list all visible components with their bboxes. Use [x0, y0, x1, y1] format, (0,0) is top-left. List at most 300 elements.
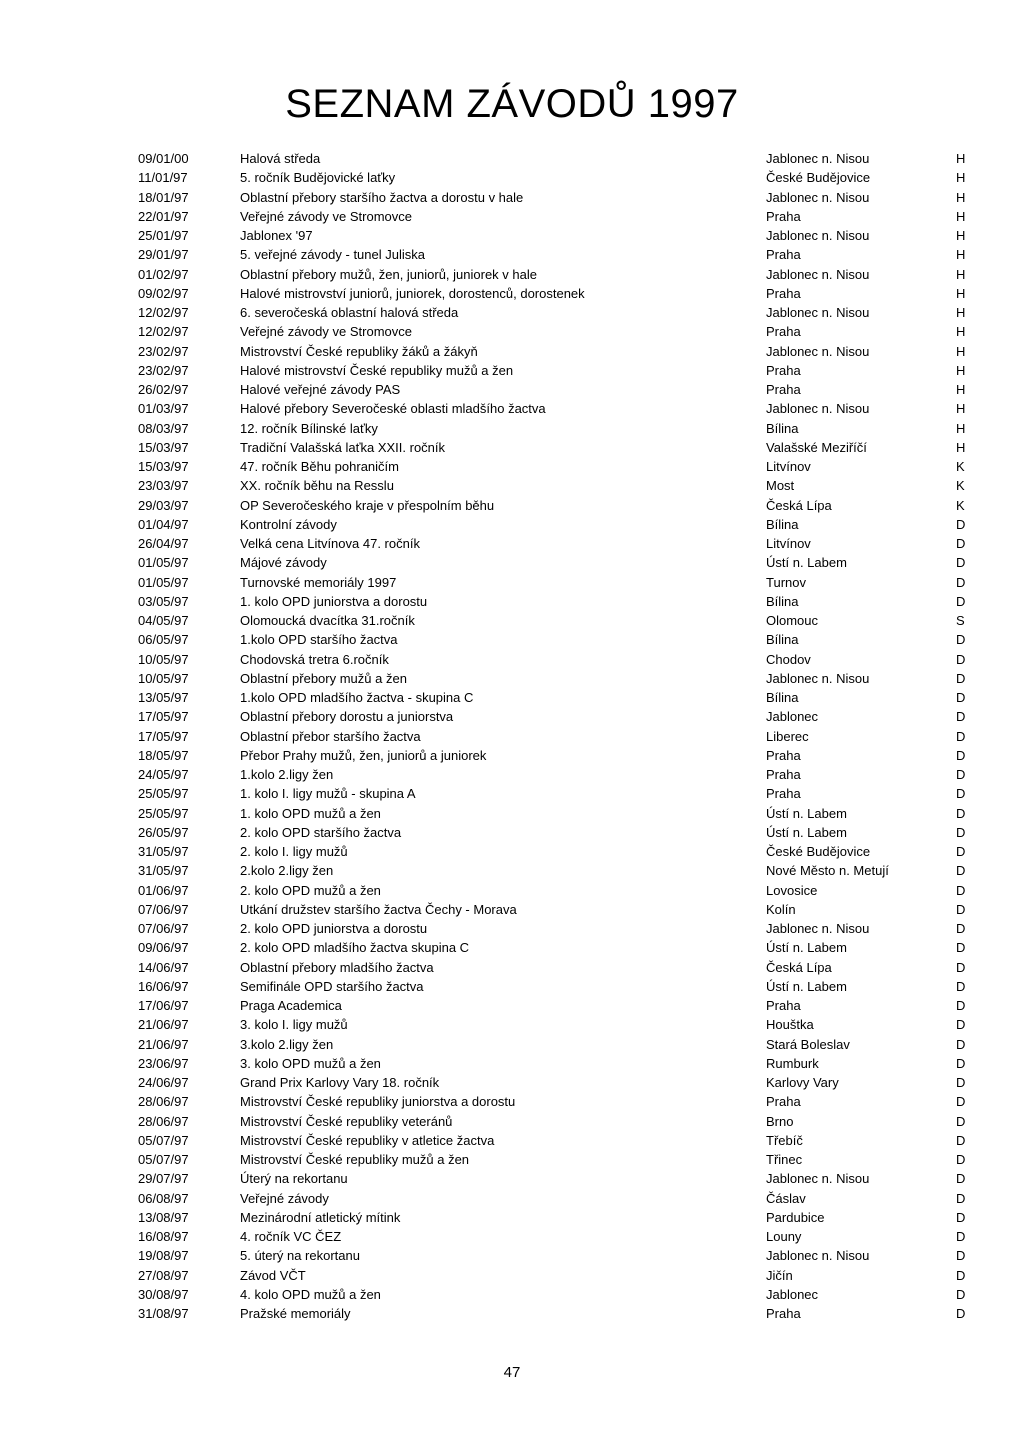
race-place: Praha [766, 247, 801, 263]
race-type: K [956, 478, 965, 494]
race-name: 2. kolo OPD staršího žactva [240, 824, 402, 840]
race-type: H [956, 266, 966, 282]
race-row [0, 419, 1024, 438]
race-type: K [956, 497, 965, 513]
race-date: 29/07/97 [138, 1171, 189, 1187]
race-type: D [956, 574, 966, 590]
race-place: Turnov [766, 574, 806, 590]
race-date: 16/06/97 [138, 978, 189, 994]
race-type: D [956, 670, 966, 686]
race-date: 05/07/97 [138, 1132, 189, 1148]
race-row [0, 1131, 1024, 1150]
race-type: D [956, 593, 966, 609]
race-date: 31/08/97 [138, 1306, 189, 1321]
race-name: Olomoucká dvacítka 31.ročník [240, 613, 415, 628]
race-date: 19/08/97 [138, 1248, 189, 1264]
race-type: D [956, 1152, 966, 1167]
race-name: 1.kolo OPD mladšího žactva - skupina C [240, 690, 474, 705]
race-date: 08/03/97 [138, 420, 189, 436]
race-place: Jablonec n. Nisou [766, 670, 870, 686]
race-place: Česká Lípa [766, 497, 832, 513]
race-place: Jablonec n. Nisou [766, 1171, 870, 1187]
race-row [0, 765, 1024, 784]
race-type: D [956, 632, 966, 648]
race-date: 06/05/97 [138, 632, 189, 648]
race-date: 17/06/97 [138, 998, 189, 1013]
race-row [0, 534, 1024, 553]
race-name: 5. veřejné závody - tunel Juliska [240, 247, 425, 263]
race-type: D [956, 1075, 966, 1090]
race-date: 15/03/97 [138, 459, 189, 474]
race-place: Jablonec n. Nisou [766, 921, 870, 936]
race-row [0, 1285, 1024, 1304]
race-type: D [956, 1036, 966, 1052]
race-date: 12/02/97 [138, 324, 189, 340]
race-name: 2.kolo 2.ligy žen [240, 863, 334, 879]
race-date: 23/03/97 [138, 478, 189, 494]
race-row [0, 804, 1024, 823]
race-place: Most [766, 478, 795, 494]
race-row [0, 611, 1024, 630]
race-date: 26/04/97 [138, 536, 189, 551]
race-name: Oblastní přebory mladšího žactva [240, 959, 434, 975]
race-name: 2. kolo I. ligy mužů [240, 844, 348, 859]
race-name: Oblastní přebor staršího žactva [240, 728, 421, 744]
race-place: Jablonec n. Nisou [766, 266, 870, 282]
race-row [0, 1150, 1024, 1169]
race-date: 09/06/97 [138, 940, 189, 956]
race-name: 3.kolo 2.ligy žen [240, 1036, 334, 1052]
race-row [0, 727, 1024, 746]
race-date: 03/05/97 [138, 593, 189, 609]
race-place: Bílina [766, 690, 799, 705]
race-row [0, 573, 1024, 592]
race-place: Litvínov [766, 536, 811, 551]
race-type: D [956, 921, 966, 936]
race-date: 31/05/97 [138, 844, 189, 859]
race-type: D [956, 747, 966, 763]
race-type: H [956, 324, 966, 340]
race-name: Veřejné závody ve Stromovce [240, 324, 412, 340]
race-type: D [956, 709, 966, 725]
race-type: D [956, 728, 966, 744]
race-row [0, 1208, 1024, 1227]
race-date: 10/05/97 [138, 651, 189, 667]
race-type: H [956, 401, 966, 417]
race-row [0, 476, 1024, 495]
race-type: D [956, 1267, 966, 1283]
race-type: D [956, 786, 966, 802]
race-type: D [956, 805, 966, 821]
race-place: Kolín [766, 901, 796, 917]
race-date: 07/06/97 [138, 901, 189, 917]
race-row [0, 669, 1024, 688]
race-row [0, 553, 1024, 572]
race-row [0, 265, 1024, 284]
race-place: Pardubice [766, 1209, 825, 1225]
race-type: D [956, 940, 966, 956]
race-place: Louny [766, 1229, 802, 1244]
race-row [0, 1304, 1024, 1323]
race-date: 06/08/97 [138, 1190, 189, 1206]
race-name: Májové závody [240, 555, 327, 571]
race-date: 17/05/97 [138, 728, 189, 744]
race-date: 18/05/97 [138, 747, 189, 763]
race-place: Jablonec [766, 709, 819, 725]
race-row [0, 207, 1024, 226]
race-row [0, 784, 1024, 803]
race-date: 01/06/97 [138, 882, 189, 898]
race-name: Grand Prix Karlovy Vary 18. ročník [240, 1075, 440, 1090]
race-date: 31/05/97 [138, 863, 189, 879]
race-name: Halové přebory Severočeské oblasti mladšího žactva [240, 401, 546, 417]
race-row [0, 746, 1024, 765]
race-place: Ústí n. Labem [766, 824, 847, 840]
race-name: Mistrovství České republiky veteránů [240, 1113, 453, 1129]
race-row [0, 188, 1024, 207]
race-name: Halové veřejné závody PAS [240, 382, 401, 397]
race-name: Úterý na rekortanu [240, 1171, 348, 1187]
race-place: Jičín [766, 1267, 793, 1283]
race-place: Praha [766, 362, 801, 378]
race-row [0, 457, 1024, 476]
race-row [0, 900, 1024, 919]
race-type: D [956, 1190, 966, 1206]
race-place: Praha [766, 786, 801, 802]
race-name: Praga Academica [240, 998, 342, 1013]
race-name: 1.kolo 2.ligy žen [240, 767, 334, 782]
race-date: 01/05/97 [138, 574, 189, 590]
race-place: Jablonec n. Nisou [766, 1248, 870, 1264]
race-name: 12. ročník Bílinské laťky [240, 420, 378, 436]
race-place: Bílina [766, 593, 799, 609]
race-type: H [956, 439, 966, 455]
race-date: 10/05/97 [138, 670, 189, 686]
race-date: 24/06/97 [138, 1075, 189, 1090]
race-type: D [956, 824, 966, 840]
race-place: Jablonec n. Nisou [766, 228, 870, 243]
race-name: Mistrovství České republiky v atletice žactva [240, 1132, 495, 1148]
race-name: 1. kolo OPD mužů a žen [240, 805, 381, 821]
race-type: D [956, 690, 966, 705]
race-row [0, 938, 1024, 957]
race-date: 11/01/97 [138, 170, 188, 186]
race-name: Chodovská tretra 6.ročník [240, 651, 389, 667]
race-type: H [956, 189, 966, 205]
race-date: 29/03/97 [138, 497, 189, 513]
race-type: D [956, 998, 966, 1013]
race-type: D [956, 844, 966, 859]
race-type: H [956, 420, 966, 436]
race-date: 16/08/97 [138, 1229, 189, 1244]
race-type: D [956, 1171, 966, 1187]
race-row [0, 1092, 1024, 1111]
race-place: Jablonec n. Nisou [766, 305, 870, 320]
race-type: D [956, 1286, 966, 1302]
race-date: 25/01/97 [138, 228, 189, 243]
race-place: Ústí n. Labem [766, 978, 847, 994]
race-date: 21/06/97 [138, 1036, 189, 1052]
race-name: Závod VČT [240, 1267, 306, 1283]
race-type: D [956, 1055, 966, 1071]
race-type: H [956, 247, 966, 263]
race-place: Liberec [766, 728, 809, 744]
race-name: 2. kolo OPD mladšího žactva skupina C [240, 940, 470, 956]
race-row [0, 245, 1024, 264]
race-row [0, 438, 1024, 457]
race-name: 4. kolo OPD mužů a žen [240, 1286, 381, 1302]
race-row [0, 1189, 1024, 1208]
race-row [0, 707, 1024, 726]
race-date: 26/05/97 [138, 824, 189, 840]
race-place: Rumburk [766, 1055, 819, 1071]
race-row [0, 1169, 1024, 1188]
race-date: 01/05/97 [138, 555, 189, 571]
race-name: 2. kolo OPD mužů a žen [240, 882, 381, 898]
race-place: Bílina [766, 516, 799, 532]
race-name: Utkání družstev staršího žactva Čechy - Morava [240, 901, 517, 917]
race-place: Valašské Meziříčí [766, 439, 867, 455]
race-type: H [956, 228, 966, 243]
race-row [0, 342, 1024, 361]
race-date: 27/08/97 [138, 1267, 189, 1283]
race-type: H [956, 362, 966, 378]
race-date: 14/06/97 [138, 959, 189, 975]
race-place: Lovosice [766, 882, 818, 898]
race-date: 17/05/97 [138, 709, 189, 725]
race-name: Semifinále OPD staršího žactva [240, 978, 424, 994]
race-name: Oblastní přebory staršího žactva a dorostu v hale [240, 189, 524, 205]
race-name: Oblastní přebory dorostu a juniorstva [240, 709, 454, 725]
race-date: 13/08/97 [138, 1209, 189, 1225]
race-name: Pražské memoriály [240, 1306, 351, 1321]
race-name: Oblastní přebory mužů a žen [240, 670, 407, 686]
race-date: 07/06/97 [138, 921, 189, 936]
race-name: Tradiční Valašská laťka XXII. ročník [240, 439, 446, 455]
race-row [0, 515, 1024, 534]
race-type: D [956, 863, 966, 879]
race-date: 28/06/97 [138, 1113, 189, 1129]
race-row [0, 823, 1024, 842]
race-place: Praha [766, 998, 801, 1013]
race-name: 47. ročník Běhu pohraničím [240, 459, 399, 474]
race-name: Halové mistrovství juniorů, juniorek, dorostenců, dorostenek [240, 285, 585, 301]
race-row [0, 1227, 1024, 1246]
race-type: H [956, 343, 966, 359]
race-type: D [956, 978, 966, 994]
race-date: 12/02/97 [138, 305, 189, 320]
race-place: Jablonec n. Nisou [766, 151, 870, 166]
race-date: 23/02/97 [138, 362, 189, 378]
race-place: Ústí n. Labem [766, 805, 847, 821]
race-place: Jablonec n. Nisou [766, 401, 870, 417]
race-row [0, 322, 1024, 341]
race-type: D [956, 1094, 966, 1110]
race-place: Olomouc [766, 613, 819, 628]
race-name: Turnovské memoriály 1997 [240, 574, 397, 590]
race-place: Brno [766, 1113, 794, 1129]
race-name: Mistrovství České republiky juniorstva a dorostu [240, 1094, 516, 1110]
race-row [0, 842, 1024, 861]
race-place: Bílina [766, 632, 799, 648]
race-name: 1. kolo I. ligy mužů - skupina A [240, 786, 416, 802]
race-date: 01/03/97 [138, 401, 189, 417]
race-type: D [956, 1229, 966, 1244]
race-date: 23/06/97 [138, 1055, 189, 1071]
race-date: 30/08/97 [138, 1286, 189, 1302]
race-place: Třinec [766, 1152, 803, 1167]
page-number: 47 [503, 1364, 521, 1381]
race-date: 09/01/00 [138, 151, 189, 166]
race-row [0, 592, 1024, 611]
race-place: Nové Město n. Metují [766, 863, 889, 879]
race-place: České Budějovice [766, 170, 871, 186]
race-name: 1.kolo OPD staršího žactva [240, 632, 398, 648]
race-name: 3. kolo I. ligy mužů [240, 1017, 348, 1033]
race-date: 01/04/97 [138, 516, 189, 532]
race-row [0, 1035, 1024, 1054]
race-type: K [956, 459, 965, 474]
race-date: 25/05/97 [138, 786, 189, 802]
race-place: Čáslav [766, 1190, 806, 1206]
race-name: Halové mistrovství České republiky mužů a žen [240, 362, 514, 378]
race-row [0, 919, 1024, 938]
race-date: 21/06/97 [138, 1017, 189, 1033]
race-row [0, 496, 1024, 515]
race-name: 3. kolo OPD mužů a žen [240, 1055, 381, 1071]
race-row [0, 284, 1024, 303]
race-date: 24/05/97 [138, 767, 189, 782]
race-name: 2. kolo OPD juniorstva a dorostu [240, 921, 428, 936]
race-place: Chodov [766, 651, 811, 667]
race-name: OP Severočeského kraje v přespolním běhu [240, 497, 495, 513]
race-row [0, 380, 1024, 399]
race-date: 29/01/97 [138, 247, 189, 263]
race-place: Česká Lípa [766, 959, 832, 975]
race-row [0, 168, 1024, 187]
race-name: 1. kolo OPD juniorstva a dorostu [240, 593, 428, 609]
race-row [0, 688, 1024, 707]
race-row [0, 881, 1024, 900]
race-date: 18/01/97 [138, 189, 189, 205]
race-date: 28/06/97 [138, 1094, 189, 1110]
race-place: Praha [766, 1094, 801, 1110]
race-place: Praha [766, 285, 801, 301]
race-row [0, 650, 1024, 669]
race-name: 5. ročník Budějovické laťky [240, 170, 396, 186]
race-type: D [956, 555, 966, 571]
race-type: D [956, 901, 966, 917]
race-place: Bílina [766, 420, 799, 436]
race-type: D [956, 959, 966, 975]
race-row [0, 226, 1024, 245]
race-type: S [956, 613, 965, 628]
race-row [0, 1246, 1024, 1265]
race-date: 23/02/97 [138, 343, 189, 359]
race-type: D [956, 1113, 966, 1129]
race-date: 15/03/97 [138, 439, 189, 455]
race-row [0, 861, 1024, 880]
race-name: Halová středa [240, 151, 321, 166]
race-type: H [956, 208, 966, 224]
race-type: D [956, 882, 966, 898]
race-date: 26/02/97 [138, 382, 189, 397]
race-type: D [956, 536, 966, 551]
race-row [0, 1073, 1024, 1092]
race-name: Kontrolní závody [240, 516, 337, 532]
race-place: Praha [766, 382, 801, 397]
race-name: Oblastní přebory mužů, žen, juniorů, juniorek v hale [240, 266, 537, 282]
race-date: 22/01/97 [138, 208, 189, 224]
race-place: Ústí n. Labem [766, 940, 847, 956]
race-place: Houštka [766, 1017, 814, 1033]
race-type: D [956, 1017, 966, 1033]
race-row [0, 1112, 1024, 1131]
race-type: H [956, 382, 966, 397]
race-type: D [956, 1248, 966, 1264]
race-place: Třebíč [766, 1132, 803, 1148]
race-name: 6. severočeská oblastní halová středa [240, 305, 459, 320]
race-name: Veřejné závody ve Stromovce [240, 208, 412, 224]
race-place: Praha [766, 747, 801, 763]
race-place: Karlovy Vary [766, 1075, 839, 1090]
race-type: H [956, 170, 966, 186]
race-type: H [956, 285, 966, 301]
race-date: 05/07/97 [138, 1152, 189, 1167]
race-name: XX. ročník běhu na Resslu [240, 478, 394, 494]
race-list [0, 149, 1024, 1323]
race-type: H [956, 151, 966, 166]
race-name: Mezinárodní atletický mítink [240, 1209, 401, 1225]
race-place: Praha [766, 767, 801, 782]
race-row [0, 958, 1024, 977]
page-title: SEZNAM ZÁVODŮ 1997 [285, 82, 739, 126]
race-name: Veřejné závody [240, 1190, 329, 1206]
race-place: Stará Boleslav [766, 1036, 850, 1052]
race-place: Praha [766, 208, 801, 224]
race-date: 01/02/97 [138, 266, 189, 282]
race-name: 4. ročník VC ČEZ [240, 1229, 342, 1244]
race-date: 09/02/97 [138, 285, 189, 301]
race-date: 25/05/97 [138, 805, 189, 821]
race-row [0, 399, 1024, 418]
race-type: H [956, 305, 966, 320]
race-row [0, 996, 1024, 1015]
race-name: Velká cena Litvínova 47. ročník [240, 536, 420, 551]
race-row [0, 1015, 1024, 1034]
race-date: 13/05/97 [138, 690, 189, 705]
race-place: Ústí n. Labem [766, 555, 847, 571]
race-type: D [956, 1132, 966, 1148]
race-row [0, 303, 1024, 322]
race-type: D [956, 651, 966, 667]
race-name: Přebor Prahy mužů, žen, juniorů a juniorek [240, 747, 487, 763]
race-place: Litvínov [766, 459, 811, 474]
race-type: D [956, 767, 966, 782]
race-type: D [956, 1306, 966, 1321]
race-name: Mistrovství České republiky mužů a žen [240, 1152, 470, 1167]
race-row [0, 1054, 1024, 1073]
race-date: 04/05/97 [138, 613, 189, 628]
race-place: Praha [766, 324, 801, 340]
race-place: České Budějovice [766, 844, 871, 859]
race-row [0, 361, 1024, 380]
race-name: Mistrovství České republiky žáků a žákyň [240, 343, 478, 359]
race-name: Jablonex '97 [240, 228, 313, 243]
race-row [0, 1266, 1024, 1285]
race-row [0, 149, 1024, 168]
race-place: Jablonec [766, 1286, 819, 1302]
